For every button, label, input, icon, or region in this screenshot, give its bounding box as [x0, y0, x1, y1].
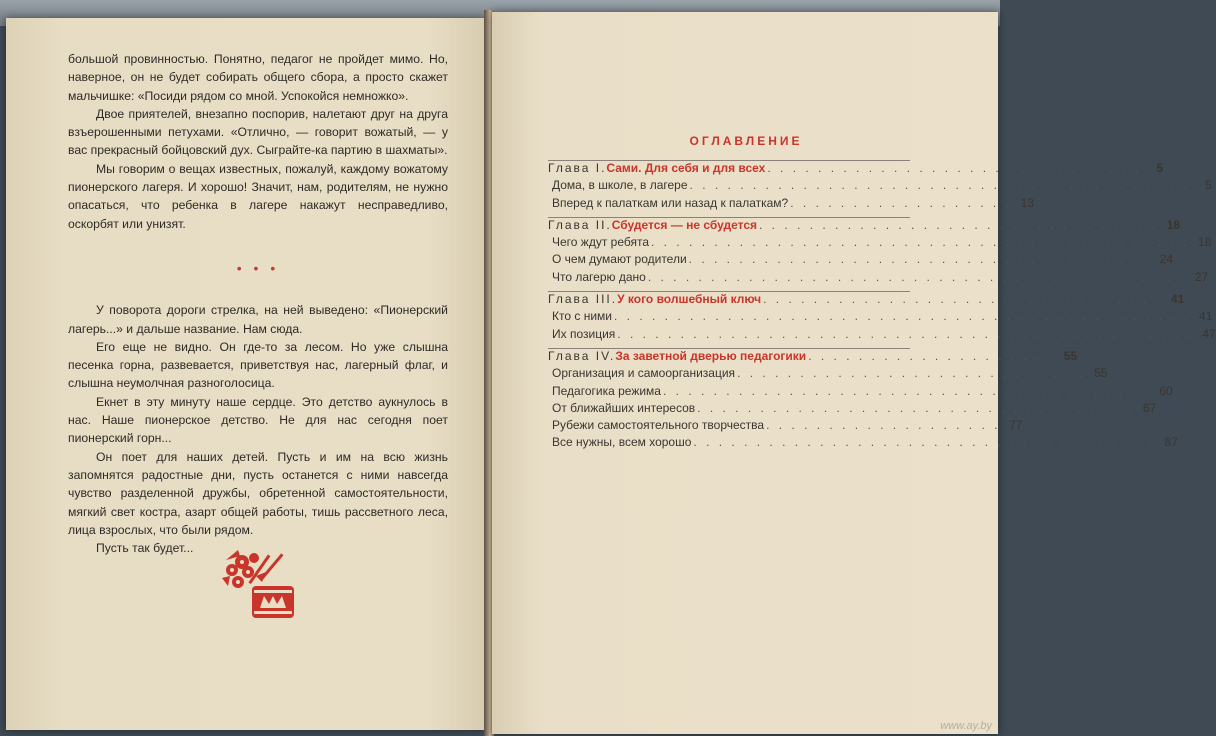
toc-chapter — [548, 217, 1181, 235]
left-page-text — [68, 50, 448, 557]
page-number: 41 — [1199, 309, 1213, 324]
page-number: 24 — [1159, 252, 1174, 267]
toc-entry — [548, 383, 1173, 401]
chapter-label: Глава IV. — [548, 348, 616, 363]
entry-title: Их позиция — [552, 326, 616, 341]
entry-title: Дома, в школе, в лагере — [552, 178, 688, 193]
table-of-contents — [548, 134, 1216, 453]
dot-leader: . . . . . . . . . . . . . . . . . . . — [766, 418, 1001, 433]
toc-chapter — [548, 292, 1185, 309]
page-number: 18 — [1166, 217, 1181, 232]
dot-leader: . . . . . . . . . . . . . . . . . . . . . . . . . . . . . . — [767, 161, 1142, 175]
page-number: 55 — [1094, 366, 1108, 381]
entry-title: Все нужны, всем хорошо — [552, 435, 692, 450]
chapter-title: У кого волшебный ключ — [617, 292, 762, 307]
paragraph: большой провинностью. Понятно, педагог не пройдет мимо. Но, наверное, он не будет собирать общего сбора, а просто скажет мальчишке: «Посиди рядом со мной. Успокойся немножко». — [68, 52, 448, 103]
dot-leader: . . . . . . . . . . . . . . . . . . . . . . . . . . . . . . . . . . . . . . . . . . . — [651, 235, 1190, 250]
dot-leader: . . . . . . . . . . . . . . . . . . . . . . . . . . . . . . . . — [759, 217, 1159, 232]
page-number: 5 — [1156, 161, 1164, 175]
dot-leader: . . . . . . . . . . . . . . . . . . . . . . . . . . . . . . . . . . . . . — [688, 252, 1152, 267]
page-number: 60 — [1159, 383, 1173, 398]
toc-entry — [548, 400, 1157, 418]
drum-and-flowers-emblem-icon — [218, 542, 308, 622]
dot-leader: . . . . . . . . . . . . . . . . . . . . . . . . . . . . — [737, 366, 1086, 381]
toc-chapter — [548, 161, 1164, 178]
chapter-label: Глава III. — [548, 292, 618, 307]
chapter-label: Глава II. — [548, 217, 612, 232]
paragraph: Мы говорим о вещах известных, пожалуй, каждому вожатому пионерского лагеря. И хорошо! Значит, нам, родителям, не нужно опасаться, что ребенка в лагере накажут несправедливо, оскорбят или унизят. — [68, 161, 448, 231]
toc-entry — [548, 418, 1023, 435]
page-number: 18 — [1198, 235, 1212, 250]
page-number: 41 — [1170, 292, 1185, 307]
entry-title: От ближайших интересов — [552, 400, 696, 415]
dot-leader: . . . . . . . . . . . . . . . . . . . . . . . . . . . . . . . . — [763, 292, 1163, 307]
paragraph: Екнет в эту минуту наше сердце. Это детство аукнулось в нас. Наше пионерское детство. Не для нас сегодня поет пионерский горн... — [68, 394, 448, 446]
paragraph: Его еще не видно. Он где-то за лесом. Но уже слышна песенка горна, развевается, приветствуя нас, лагерный флаг, и слышна неумолчная разноголосица. — [68, 339, 448, 391]
page-number: 77 — [1009, 418, 1023, 433]
watermark: www.ay.by — [940, 720, 992, 732]
page-number: 5 — [1205, 178, 1212, 193]
entry-title: Организация и самоорганизация — [552, 366, 736, 381]
entry-title: Педагогика режима — [552, 383, 661, 398]
toc-entry — [548, 366, 1108, 383]
paragraph: Он поет для наших детей. Пусть и им на всю жизнь запомнятся радостные дни, пусть останется с ними навсегда чувство разделенной дружбы, обретенной самостоятельности, мягкий свет костра, азарт общей работы, тишь рассветного леса, лица взрослых, что были рядом. — [68, 449, 448, 537]
chapter-title: За заветной дверью педагогики — [615, 348, 807, 363]
page-number: 13 — [1020, 195, 1034, 210]
dot-leader: . . . . . . . . . . . . . . . . . . . . . . . . . . . . . . . . . . . . . . . — [662, 383, 1151, 398]
toc-entry — [548, 309, 1213, 326]
toc-entry — [548, 252, 1174, 269]
dot-leader: . . . . . . . . . . . . . . . . . . . . . . . . . . . . . . . . . . . . . . . . . . . . . . — [617, 326, 1194, 341]
dot-leader: . . . . . . . . . . . . . . . . . . — [790, 195, 1012, 210]
chapter-label: Глава I. — [548, 161, 607, 175]
paragraph: Двое приятелей, внезапно поспорив, налетают друг на друга взъерошенными петухами. «Отлично, — говорит вожатый, — у вас прекрасный бойцовский дух. Сыграйте-ка партию в шахматы». — [68, 106, 448, 158]
page-number: 87 — [1164, 435, 1178, 450]
entry-title: Что лагерю дано — [552, 269, 646, 284]
paragraph: У поворота дороги стрелка, на ней выведено: «Пионерский лагерь...» и дальше название. Нам сюда. — [68, 303, 448, 336]
toc-entry — [548, 178, 1212, 195]
toc-entry — [548, 435, 1178, 452]
toc-entry — [548, 326, 1216, 344]
toc-entry — [548, 195, 1034, 213]
chapter-title: Сами. Для себя и для всех — [606, 161, 766, 175]
entry-title: Рубежи самостоятельного творчества — [552, 418, 765, 433]
toc-entry — [548, 235, 1212, 252]
toc-title: ОГЛАВЛЕНИЕ — [689, 134, 803, 148]
dot-leader: . . . . . . . . . . . . . . . . . . . . . . . . . . . . . . . . . . . . . . . . — [689, 178, 1190, 193]
page-number: 47 — [1202, 326, 1216, 341]
entry-title: Чего ждут ребята — [552, 235, 650, 250]
dot-leader: . . . . . . . . . . . . . . . . . . . . . . . . . . . . . . . . . . . . . . . . . . . . . . — [613, 309, 1191, 324]
dot-leader: . . . . . . . . . . . . . . . . . . . . . . . . . . . . . . . . . . . . . . . . . . . — [647, 269, 1187, 284]
entry-title: Кто с ними — [552, 309, 612, 324]
page-number: 55 — [1063, 348, 1078, 363]
section-separator: • • • — [236, 259, 280, 276]
toc-chapter — [548, 348, 1078, 366]
page-number: 67 — [1142, 400, 1157, 415]
dot-leader: . . . . . . . . . . . . . . . . . . . . . . . . . . . . . . . . . . . — [697, 400, 1135, 415]
dot-leader: . . . . . . . . . . . . . . . . . . . . — [808, 348, 1056, 363]
page-number: 27 — [1194, 269, 1209, 284]
chapter-title: Сбудется — не сбудется — [611, 217, 758, 232]
entry-title: О чем думают родители — [552, 252, 687, 267]
toc-entry — [548, 269, 1209, 287]
dot-leader: . . . . . . . . . . . . . . . . . . . . . . . . . . . . . . . . . . . . . — [693, 435, 1156, 450]
paragraph: Пусть так будет... — [96, 541, 194, 556]
entry-title: Вперед к палаткам или назад к палаткам? — [552, 195, 789, 210]
